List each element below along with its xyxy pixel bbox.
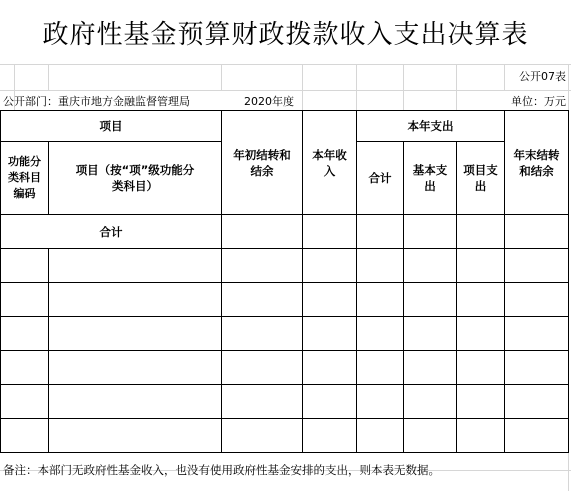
header-expense: 本年支出 [407, 119, 454, 133]
header-function-code: 功能分 类科目 编码 [8, 155, 41, 200]
header-expense-project: 项目支 出 [463, 163, 498, 193]
table-border [0, 316, 569, 317]
table-border [0, 350, 569, 351]
table-border [0, 282, 569, 283]
department-label: 公开部门：重庆市地方金融监督管理局 [3, 95, 190, 108]
gridline [403, 64, 404, 110]
total-row-label: 合计 [99, 224, 123, 239]
table-border [0, 418, 569, 419]
form-code: 公开07表 [519, 70, 566, 83]
header-income: 本年收 入 [312, 147, 347, 178]
header-item-name: 项目（按“项”级功能分 类科目） [75, 163, 195, 193]
header-expense-total: 合计 [368, 171, 392, 185]
page-title: 政府性基金预算财政拨款收入支出决算表 [42, 19, 529, 50]
table-border [48, 248, 49, 453]
gridline [356, 64, 357, 110]
fiscal-year: 2020年度 [244, 95, 294, 108]
footnote: 备注：本部门无政府性基金收入，也没有使用政府性基金安排的支出，则本表无数据。 [3, 463, 440, 477]
table-border [0, 248, 569, 249]
header-item: 项目 [99, 119, 123, 133]
header-end-balance: 年末结转 和结余 [513, 147, 560, 178]
gridline [504, 64, 505, 90]
gridline [0, 90, 571, 91]
gridline [48, 64, 49, 90]
table-border [0, 452, 569, 453]
gridline [0, 64, 571, 65]
gridline [221, 64, 222, 90]
gridline [456, 64, 457, 110]
table-border [568, 110, 569, 453]
gridline [302, 64, 303, 110]
header-begin-balance: 年初结转和 结余 [233, 147, 291, 178]
table-border [0, 384, 569, 385]
header-expense-basic: 基本支 出 [412, 163, 448, 193]
unit-label: 单位：万元 [511, 95, 566, 108]
